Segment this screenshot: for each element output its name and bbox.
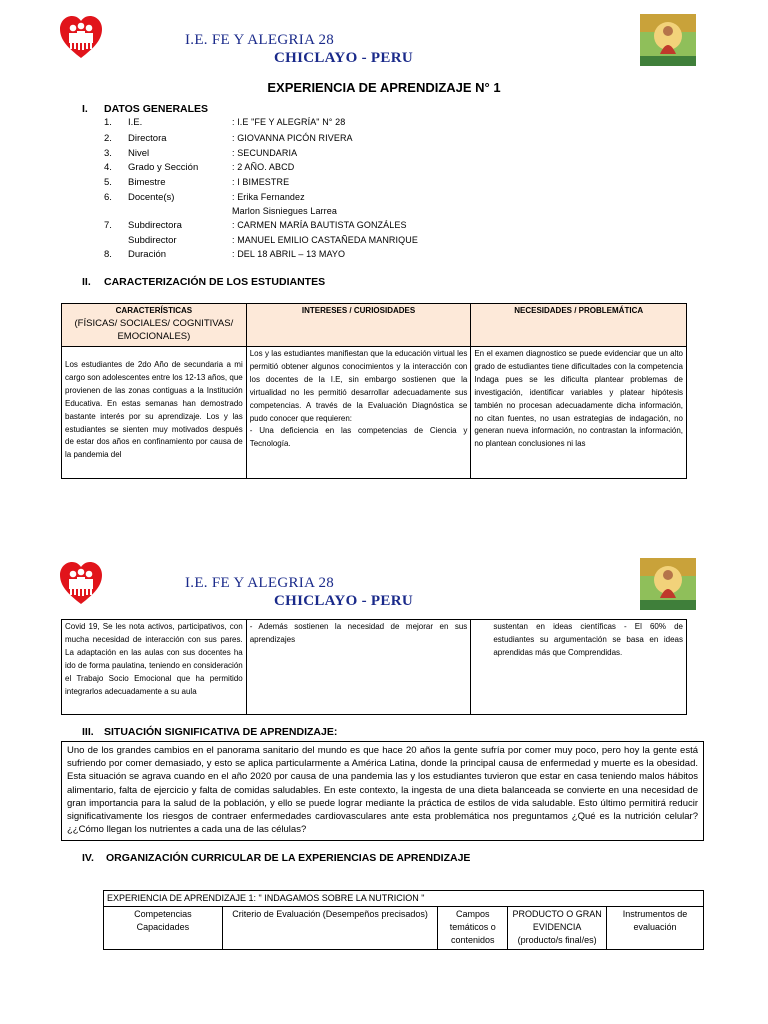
data-row: 7. Subdirectora : CARMEN MARÍA BAUTISTA GONZÁLES	[104, 220, 407, 231]
curricular-organization-table	[103, 890, 704, 950]
page-gap	[0, 480, 768, 548]
religious-emblem-logo	[640, 558, 696, 610]
data-row: Marlon Sisniegues Larrea	[232, 206, 337, 216]
data-row: 3. Nivel : SECUNDARIA	[104, 148, 298, 159]
characterization-table	[61, 303, 687, 479]
table-cell: Covid 19, Se les nota activos, participativos, con mucha necesidad de interacción con sus pares. La adaptación en las aulas con sus docentes ha ido de forma paulatina, teniendo en consideración el Trabajo Socio Emocional que ha permitido integrarlos adecuadamente a su aula	[62, 620, 247, 715]
section-1-heading: I. DATOS GENERALES	[82, 103, 209, 115]
school-city: CHICLAYO - PERU	[274, 593, 413, 609]
document-title: EXPERIENCIA DE APRENDIZAJE N° 1	[267, 80, 501, 95]
column-header-instruments: Instrumentos de evaluación	[607, 907, 704, 950]
data-row: 5. Bimestre : I BIMESTRE	[104, 177, 290, 188]
table-cell: Los y las estudiantes manifiestan que la educación virtual les permitió obtener algunos conocimientos y la interacción con los docentes de la I.E, sin embargo sostienen que la virtualidad no les permitió desarrollar adecuadamente sus competencias. A través de la Evaluación Diagnóstica se pudo conocer que requieren: - Una deficiencia en las competencias de Ciencia y Tecnología.	[246, 347, 471, 479]
table-cell: En el examen diagnostico se puede evidenciar que un alto grado de estudiantes tiene dificultades con la competencia Indaga pues se les dificulta plantear problemas de investigación, identificar variables y platear hipótesis también no procesan adecuadamente dicha información, no citan fuentes, no usan estrategias de indagación, no generan nueva información, no contrastan la información, no plantean conclusiones ni las	[471, 347, 687, 479]
column-header-criteria: Criterio de Evaluación (Desempeños precisados)	[222, 907, 437, 950]
experience-title: EXPERIENCIA DE APRENDIZAJE 1: " INDAGAMOS SOBRE LA NUTRICION "	[104, 891, 704, 907]
data-row: 4. Grado y Sección : 2 AÑO. ABCD	[104, 162, 295, 173]
fe-y-alegria-heart-logo	[58, 560, 104, 606]
column-header-needs: NECESIDADES / PROBLEMÁTICA	[471, 304, 687, 347]
table-cell: Los estudiantes de 2do Año de secundaria a mi cargo son adolescentes entre los 12-13 años, que provienen de las zonas contiguas a la Institución Educativa. En estas semanas han demostrado bastante interés por su aprendizaje. Los y las estudiantes se sienten muy motivados después de estar dos años en confinamiento por causa de la pandemia del	[62, 347, 247, 479]
data-row: 2. Directora : GIOVANNA PICÓN RIVERA	[104, 133, 353, 144]
school-name: I.E. FE Y ALEGRIA 28	[185, 575, 335, 591]
school-city: CHICLAYO - PERU	[274, 50, 413, 66]
data-row: 1. I.E. : I.E "FE Y ALEGRÍA" N° 28	[104, 117, 346, 128]
table-row	[62, 620, 687, 715]
column-header-competencies: Competencias Capacidades	[104, 907, 223, 950]
religious-emblem-logo	[640, 14, 696, 66]
document-page-1	[0, 0, 768, 480]
column-header-product: PRODUCTO O GRAN EVIDENCIA (producto/s final/es)	[508, 907, 607, 950]
column-header-interests: INTERESES / CURIOSIDADES	[246, 304, 471, 347]
document-page-2	[0, 548, 768, 1024]
table-cell: - Además sostienen la necesidad de mejorar en sus aprendizajes	[246, 620, 471, 715]
table-header-row	[104, 907, 704, 950]
table-row	[62, 347, 687, 479]
section-2-heading: II. CARACTERIZACIÓN DE LOS ESTUDIANTES	[82, 276, 326, 288]
data-row: 6. Docente(s) : Erika Fernandez	[104, 192, 305, 203]
school-name: I.E. FE Y ALEGRIA 28	[185, 32, 335, 48]
section-4-heading: IV. ORGANIZACIÓN CURRICULAR DE LA EXPERIENCIAS DE APRENDIZAJE	[82, 852, 471, 864]
fe-y-alegria-heart-logo	[58, 14, 104, 60]
data-row: 8. Duración : DEL 18 ABRIL – 13 MAYO	[104, 249, 346, 260]
data-row: Subdirector : MANUEL EMILIO CASTAÑEDA MANRIQUE	[128, 235, 418, 246]
section-3-heading: III. SITUACIÓN SIGNIFICATIVA DE APRENDIZAJE:	[82, 726, 338, 738]
table-header-row	[62, 304, 687, 347]
column-header-contents: Campos temáticos o contenidos	[438, 907, 508, 950]
characterization-table-continued	[61, 619, 687, 715]
column-header-characteristics: CARACTERÍSTICAS (FÍSICAS/ SOCIALES/ COGNITIVAS/ EMOCIONALES)	[62, 304, 247, 347]
table-cell: sustentan en ideas científicas - El 60% de estudiantes su argumentación se basa en ideas aprendidas más que Comprendidas.	[471, 620, 687, 715]
significant-situation-text: Uno de los grandes cambios en el panorama sanitario del mundo es que hace 20 años la gente sufría por comer muy poco, pero hoy la gente está sufriendo por comer demasiado, y esto se aplica particularmente a América Latina, donde la principal causa de enfermedad y muerte es la obesidad. Esta situación se agrava cuando en el año 2020 por causa de una pandemia las y los estudiantes tuvieron que estar en casa teniendo malos hábitos alimentario, falta de ejercicio y falta de comidas saludables. En este contexto, la ingesta de una dieta balanceada se convierte en una necesidad de gran importancia para la salud de la población, y ello se puede lograr mediante la práctica de estilos de vida saludable. Esto último permitirá reducir significativamente los riesgos de contraer enfermedades cardiovasculares ante esta problemática nos preguntamos ¿Qué es la nutrición celular?¿¿Cómo llegan los nutrientes a cada una de las células?	[61, 741, 704, 841]
experience-title-row	[104, 891, 704, 907]
